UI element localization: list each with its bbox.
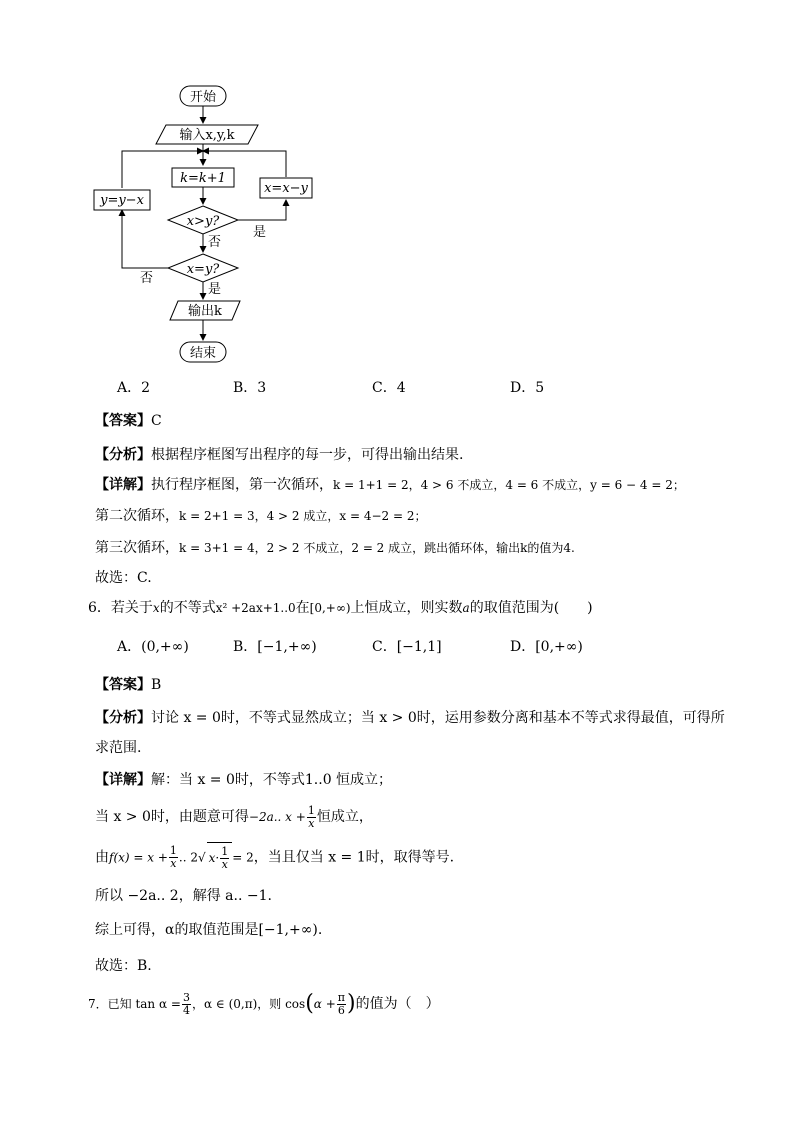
fraction: $\frac{1}{x}$ [169, 844, 177, 870]
fraction: $\frac{3}{4}$ [182, 990, 190, 1017]
stem-text: 7．已知 tan α = [88, 997, 181, 1011]
detail-math: f(x) = x + [109, 850, 168, 865]
condition-xgty-label: x>y? [186, 214, 220, 229]
q6-detail-2 [95, 802, 373, 832]
analysis-text: 讨论 x = 0时，不等式显然成立；当 x > 0时，运用参数分离和基本不等式求得最值，可得所 [151, 710, 725, 726]
detail-math: −2a.. x + [248, 810, 306, 824]
q5-answer [95, 411, 162, 431]
detail-text: 恒成立， [316, 809, 373, 825]
analysis-tag: 【分析】 [95, 710, 151, 726]
q6-option-c: C．[−1,1] [372, 639, 442, 655]
q6-stem [88, 598, 593, 618]
stem-var: x [152, 601, 160, 615]
detail-text: ，当且仅当 x = 1时，取得等号. [253, 849, 455, 866]
q6-analysis-2: 求范围. [95, 740, 142, 756]
q6-detail-3 [95, 842, 454, 873]
stem-math: α + [313, 997, 336, 1011]
answer-value: B [151, 677, 162, 693]
q6-detail-1 [95, 770, 392, 790]
detail-math: = 2 [232, 850, 254, 865]
q5-detail-3 [95, 538, 575, 558]
q6-option-b: B．[−1,+∞) [233, 639, 317, 655]
fraction: $\frac{\pi}{6}$ [337, 990, 345, 1017]
analysis-text: 根据程序框图写出程序的每一步，可得出输出结果. [151, 447, 464, 463]
answer-tag: 【答案】 [95, 413, 151, 429]
q5-select: 故选：C. [95, 570, 152, 586]
stem-text: 6．若关于 [88, 600, 153, 616]
stem-text: 的值为（ ） [355, 996, 440, 1012]
q6-detail-5: 综上可得，α的取值范围是[−1,+∞). [95, 922, 323, 938]
q5-detail-1 [95, 475, 685, 495]
yes-label-1: 是 [253, 225, 267, 240]
left-paren: ( [305, 991, 314, 1016]
detail-text: 执行程序框图，第一次循环， [151, 477, 333, 493]
assign-x-label: x=x−y [264, 181, 308, 196]
detail-text: 第二次循环， [95, 508, 179, 524]
stem-text: 上恒成立，则实数 [350, 600, 463, 616]
detail-text: 当 x > 0时，由题意可得 [95, 809, 249, 825]
start-label: 开始 [189, 90, 217, 105]
q7-stem [88, 988, 440, 1020]
analysis-tag: 【分析】 [95, 447, 151, 463]
q5-option-b: B．3 [233, 380, 267, 396]
q5-option-c: C．4 [372, 380, 406, 396]
stem-text: 的不等式 [159, 600, 216, 616]
detail-tag: 【详解】 [95, 772, 151, 788]
detail-math: .. 2 [178, 850, 198, 865]
sqrt-body: x· $\frac{1}{x}$ [207, 842, 233, 873]
stem-text: ，α ∈ (0,π)，则 cos [191, 997, 306, 1011]
stem-var: a [462, 601, 470, 615]
condition-xeqy-label: x=y? [186, 262, 220, 277]
detail-text: 第三次循环， [95, 540, 179, 556]
right-paren: ) [347, 991, 356, 1016]
q6-detail-4: 所以 −2a.. 2，解得 a.. −1. [95, 888, 272, 904]
stem-interval: [0,+∞) [309, 601, 351, 615]
output-label: 输出k [188, 304, 222, 319]
assign-y-label: y=y−x [100, 193, 144, 208]
q5-option-d: D．5 [510, 380, 545, 396]
detail-math: k = 3+1 = 4，2 > 2 不成立，2 = 2 成立，跳出循环体，输出k的值为4. [179, 541, 575, 555]
q5-option-a: A．2 [117, 380, 151, 396]
detail-math: k = 2+1 = 3，4 > 2 成立，x = 4−2 = 2； [179, 509, 427, 523]
fraction: $\frac{1}{x}$ [307, 803, 315, 830]
sqrt-sign: √ [197, 850, 206, 865]
q6-option-d: D．[0,+∞) [510, 639, 583, 655]
no-label-2: 否 [140, 271, 154, 286]
q6-analysis-1 [95, 708, 725, 728]
stem-text: 在 [295, 600, 310, 616]
q5-detail-2 [95, 506, 426, 526]
q6-option-a: A．(0,+∞) [117, 639, 189, 655]
flowchart [80, 78, 320, 368]
input-label: 输入x,y,k [179, 128, 235, 143]
detail-tag: 【详解】 [95, 477, 151, 493]
increment-label: k=k+1 [180, 171, 226, 186]
stem-inequality: x² +2ax+1..0 [215, 601, 296, 615]
no-label-1: 否 [208, 235, 222, 250]
detail-text: 解：当 x = 0时，不等式1..0 恒成立； [151, 772, 393, 788]
answer-value: C [151, 413, 162, 429]
q6-answer [95, 675, 161, 695]
yes-label-2: 是 [208, 282, 222, 297]
q5-analysis [95, 445, 463, 465]
detail-text: 由 [95, 849, 109, 866]
answer-tag: 【答案】 [95, 677, 151, 693]
q6-select: 故选：B. [95, 958, 152, 974]
detail-math: k = 1+1 = 2，4 > 6 不成立，4 = 6 不成立，y = 6 − 4 = 2； [333, 478, 685, 492]
end-label: 结束 [189, 346, 217, 361]
stem-text: 的取值范围为( ) [469, 600, 593, 616]
